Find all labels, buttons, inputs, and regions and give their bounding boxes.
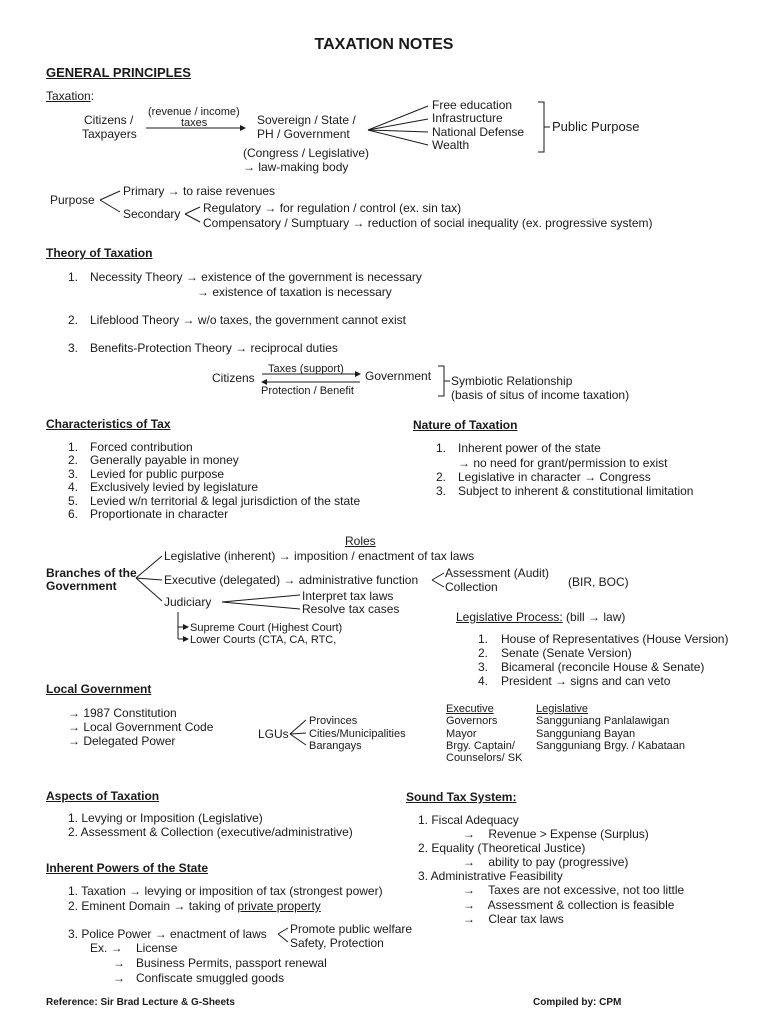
judiciary-resolve: Resolve tax cases (302, 602, 400, 616)
characteristics-heading: Characteristics of Tax (46, 417, 171, 431)
aspect-item-2: 2. Assessment & Collection (executive/administrative) (68, 825, 353, 839)
branch-judiciary: Judiciary (164, 595, 212, 609)
char-item-5: Levied w/n territorial & legal jurisdiction of the state (90, 494, 361, 508)
local-item-1: → 1987 Constitution (68, 706, 177, 720)
char-item-4: Exclusively levied by legislature (90, 480, 259, 494)
theory-num-1: 1. (68, 270, 79, 284)
symb-government: Government (365, 369, 432, 383)
local-gov-heading: Local Government (46, 682, 152, 696)
exec-assessment: Assessment (Audit) (445, 566, 550, 580)
taxation-label: Taxation (46, 89, 91, 103)
theory-num-2: 2. (68, 313, 79, 327)
sound-line-5: 3. Administrative Feasibility (418, 869, 563, 883)
police-safety: Safety, Protection (290, 936, 384, 950)
sound-line-8: → Clear tax laws (463, 912, 564, 926)
char-item-1: Forced contribution (90, 440, 193, 454)
nature-num-2: 2. (436, 470, 447, 484)
nature-item-2: Legislative in character → Congress (458, 470, 651, 484)
lgu-barangays: Barangays (309, 740, 362, 752)
exec-brgy-captain: Brgy. Captain/ (446, 740, 515, 752)
char-item-2: Generally payable in money (90, 453, 239, 467)
char-num-2: 2. (68, 453, 79, 467)
use-wealth: Wealth (432, 138, 470, 152)
sound-line-3: 2. Equality (Theoretical Justice) (418, 841, 586, 855)
exec-counselors: Counselors/ SK (446, 752, 523, 764)
process-num-2: 2. (478, 646, 489, 660)
example-arrow-2: → (113, 956, 125, 970)
nature-item-3: Subject to inherent & constitutional limitation (458, 484, 694, 498)
roles-label: Roles (345, 534, 376, 548)
aspects-heading: Aspects of Taxation (46, 789, 160, 803)
arrow-label-revenue: (revenue / income) (148, 106, 240, 118)
police-promote: Promote public welfare (290, 922, 413, 936)
theory-heading: Theory of Taxation (46, 246, 153, 260)
symb-citizens: Citizens (212, 371, 255, 385)
legislative-process-row (456, 610, 625, 624)
process-item-2: Senate (Senate Version) (501, 646, 632, 660)
process-item-4: President → signs and can veto (501, 674, 671, 688)
purpose-regulatory: Regulatory → for regulation / control (ex. sin tax) (203, 201, 462, 215)
symb-taxes-support: Taxes (support) (268, 363, 344, 375)
congress-line-2: → law-making body (243, 160, 349, 174)
nature-num-1: 1. (436, 441, 447, 455)
nature-num-3: 3. (436, 484, 447, 498)
aspect-item-1: 1. Levying or Imposition (Legislative) (68, 811, 263, 825)
public-purpose: Public Purpose (552, 119, 640, 134)
legislative-process-tail: (bill → law) (562, 610, 626, 624)
taxation-colon: : (90, 89, 95, 103)
example-permits: Business Permits, passport renewal (136, 956, 327, 970)
symbiotic-line-2: (basis of situs of income taxation) (451, 388, 630, 402)
example-confiscate: Confiscate smuggled goods (136, 971, 285, 985)
use-national-defense: National Defense (432, 125, 525, 139)
symb-protection: Protection / Benefit (261, 385, 354, 397)
supreme-court: Supreme Court (Highest Court) (190, 622, 343, 634)
inherent-heading: Inherent Powers of the State (46, 861, 209, 875)
purpose-label: Purpose (50, 193, 95, 207)
sound-line-4: → ability to pay (progressive) (463, 855, 629, 869)
nature-heading: Nature of Taxation (413, 418, 518, 432)
private-property: private property (237, 899, 321, 913)
eminent-domain-text: 2. Eminent Domain → taking of (68, 899, 238, 913)
process-num-4: 4. (478, 674, 489, 688)
inherent-police-power: 3. Police Power → enactment of laws (68, 927, 267, 941)
sovereign-line-1: Sovereign / State / (257, 113, 356, 127)
purpose-compensatory: Compensatory / Sumptuary → reduction of social inequality (ex. progressive system) (203, 216, 653, 230)
lower-courts: Lower Courts (CTA, CA, RTC, (190, 634, 337, 646)
leg-bayan: Sangguniang Bayan (536, 728, 636, 740)
branches-label-1: Branches of the (46, 566, 137, 580)
taxation-label-row (46, 89, 94, 103)
exec-heading: Executive (446, 703, 494, 715)
sound-line-1: 1. Fiscal Adequacy (418, 813, 519, 827)
leg-brgy-kabataan: Sangguniang Brgy. / Kabataan (536, 740, 686, 752)
char-item-6: Proportionate in character (90, 507, 229, 521)
sound-tax-heading: Sound Tax System: (406, 790, 517, 804)
congress-line-1: (Congress / Legislative) (243, 146, 370, 160)
inherent-taxation: 1. Taxation → levying or imposition of tax (strongest power) (68, 884, 383, 898)
process-num-1: 1. (478, 632, 489, 646)
process-num-3: 3. (478, 660, 489, 674)
lgu-cities: Cities/Municipalities (309, 728, 406, 740)
char-num-5: 5. (68, 494, 79, 508)
nature-item-1: Inherent power of the state (458, 441, 601, 455)
citizens-line-1: Citizens / (84, 113, 134, 127)
process-item-1: House of Representatives (House Version) (501, 632, 729, 646)
branch-executive: Executive (delegated) → administrative function (164, 573, 419, 587)
process-item-3: Bicameral (reconcile House & Senate) (501, 660, 705, 674)
inherent-eminent-domain (68, 899, 321, 913)
local-item-2: → Local Government Code (68, 720, 214, 734)
exec-mayor: Mayor (446, 728, 477, 740)
legislative-process-label: Legislative Process: (456, 610, 563, 624)
local-item-3: → Delegated Power (68, 734, 176, 748)
exec-collection: Collection (445, 580, 498, 594)
char-num-6: 6. (68, 507, 79, 521)
use-free-education: Free education (432, 98, 513, 112)
footer-reference: Reference: Sir Brad Lecture & G-Sheets (46, 997, 235, 1008)
ex-label: Ex. → (90, 941, 123, 955)
branch-legislative: Legislative (inherent) → imposition / enactment of tax laws (164, 549, 475, 563)
sovereign-line-2: PH / Government (257, 127, 350, 141)
theory-benefits: Benefits-Protection Theory → reciprocal duties (90, 341, 338, 355)
footer-compiled: Compiled by: CPM (533, 997, 622, 1008)
example-arrow-3: → (113, 971, 125, 985)
theory-necessity-cont: → existence of taxation is necessary (197, 285, 392, 299)
char-num-4: 4. (68, 480, 79, 494)
char-item-3: Levied for public purpose (90, 467, 225, 481)
nature-item-1-cont: → no need for grant/permission to exist (458, 456, 668, 470)
arrow-label-taxes: taxes (181, 117, 208, 129)
theory-num-3: 3. (68, 341, 79, 355)
char-num-1: 1. (68, 440, 79, 454)
symbiotic-line-1: Symbiotic Relationship (451, 374, 573, 388)
sound-line-7: → Assessment & collection is feasible (463, 898, 675, 912)
sound-line-6: → Taxes are not excessive, not too little (463, 883, 685, 897)
use-infrastructure: Infrastructure (432, 111, 503, 125)
leg-panlalawigan: Sangguniang Panlalawigan (536, 715, 670, 727)
example-license: License (136, 941, 178, 955)
purpose-primary: Primary → to raise revenues (123, 184, 276, 198)
char-num-3: 3. (68, 467, 79, 481)
lgus-label: LGUs (258, 727, 289, 741)
citizens-line-2: Taxpayers (82, 127, 137, 141)
branches-label-2: Government (46, 579, 117, 593)
theory-necessity: Necessity Theory → existence of the government is necessary (90, 270, 422, 284)
exec-governors: Governors (446, 715, 498, 727)
leg-heading: Legislative (536, 703, 588, 715)
page-title: TAXATION NOTES (314, 36, 454, 53)
theory-lifeblood: Lifeblood Theory → w/o taxes, the government cannot exist (90, 313, 406, 327)
judiciary-interpret: Interpret tax laws (302, 589, 394, 603)
purpose-secondary: Secondary (123, 207, 181, 221)
general-principles-heading: GENERAL PRINCIPLES (46, 65, 191, 80)
lgu-provinces: Provinces (309, 715, 358, 727)
sound-line-2: → Revenue > Expense (Surplus) (463, 827, 649, 841)
bir-boc: (BIR, BOC) (568, 575, 629, 589)
